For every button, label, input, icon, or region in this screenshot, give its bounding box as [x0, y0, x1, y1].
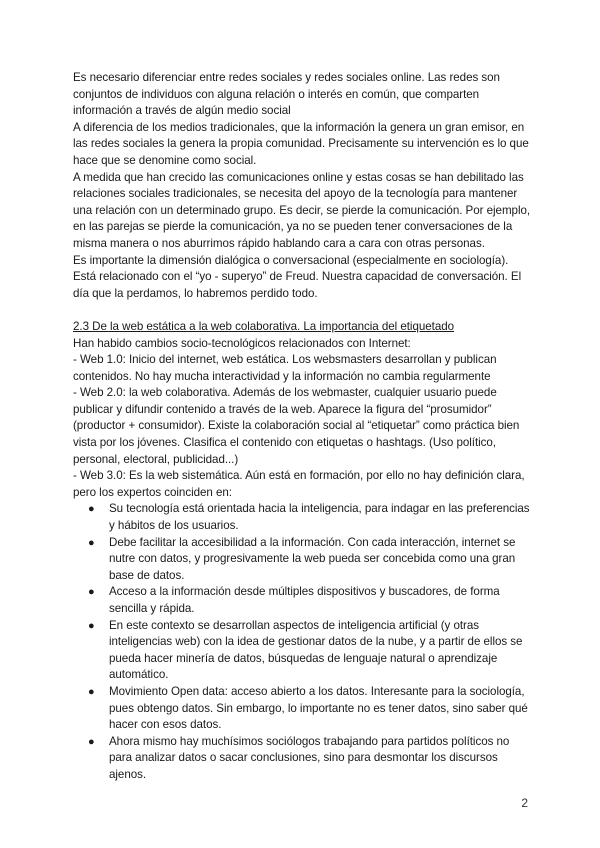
web-item-3-0: - Web 3.0: Es la web sistemática. Aún está en formación, por ello no hay definición clara, pero los expertos coinciden en:: [73, 469, 525, 499]
bullet-text: Movimiento Open data: acceso abierto a los datos. Interesante para la sociología, pues obtengo datos. Sin embargo, lo importante no es tener datos, sino saber qué hacer con esos datos.: [109, 684, 528, 732]
list-item: [88, 684, 533, 734]
list-item: [88, 584, 533, 617]
blank-line: [73, 302, 533, 319]
bullet-icon: ●: [88, 619, 95, 632]
document-page: [73, 70, 533, 784]
bullet-text: Acceso a la información desde múltiples dispositivos y buscadores, de forma sencilla y rápida.: [109, 585, 500, 615]
web-item-2-0: - Web 2.0: la web colaborativa. Además de los webmaster, cualquier usuario puede publicar y difundir contenido a través de la web. Aparece la figura del “prosumidor” (productor + consumidor). Existe la colaboración social al “etiquetar” como práctica bien vista por los jóvenes. Clasifica el contenido con etiquetas o hashtags. (Uso político, personal, electoral, publicidad...): [73, 386, 520, 466]
bullet-icon: ●: [88, 735, 95, 748]
bullet-text: Ahora mismo hay muchísimos sociólogos trabajando para partidos políticos no para analizar datos o sacar conclusiones, sino para desmontar los discursos ajenos.: [109, 734, 510, 781]
paragraph-medios-tradicionales: A diferencia de los medios tradicionales, que la información la genera un gran emisor, en las redes sociales la genera la propia comunidad. Precisamente su intervención es lo que hace que se denomine como social.: [73, 120, 529, 167]
paragraph-comunicaciones-online: A medida que han crecido las comunicaciones online y estas cosas se han debilitado las relaciones sociales tradicionales, se necesita del apoyo de la tecnología para mantener una relación con un determinado grupo. Es decir, se pierde la comunicación. Por ejemplo, en las parejas se pierde la comunicación, ya no se pueden tener conversaciones de la misma manera o nos aburrimos rápido hablando cara a cara con otras personas.: [73, 170, 531, 250]
bullet-icon: ●: [88, 536, 95, 549]
bullet-text: Su tecnología está orientada hacia la inteligencia, para indagar en las preferencias y hábitos de los usuarios.: [109, 502, 530, 533]
bullet-text: En este contexto se desarrollan aspectos de inteligencia artificial (y otras inteligencias web) con la idea de gestionar datos de la nube, y a partir de ellos se pueda hacer minería de datos, búsquedas de lenguaje natural o aprendizaje automático.: [109, 618, 523, 682]
bullet-icon: ●: [88, 503, 95, 516]
paragraph-dimension-dialogica: Es importante la dimensión dialógica o conversacional (especialmente en sociología). Está relacionado con el “yo - superyo” de Freud. Nuestra capacidad de conversación. El día que la perdamos, lo habremos perdido todo.: [73, 253, 522, 300]
web3-bullet-list: [73, 501, 533, 783]
bullet-icon: ●: [88, 586, 95, 599]
page-number: 2: [521, 796, 528, 810]
list-item: [88, 734, 533, 784]
list-item: [88, 618, 533, 684]
section-heading: 2.3 De la web estática a la web colaborativa. La importancia del etiquetado: [73, 319, 455, 333]
bullet-icon: ●: [88, 685, 95, 698]
bullet-text: Debe facilitar la accesibilidad a la información. Con cada interacción, internet se nutre con datos, y progresivamente la web pueda ser concebida como una gran base de datos.: [109, 535, 516, 582]
list-item: [88, 535, 533, 585]
section-intro: Han habido cambios socio-tecnológicos relacionados con Internet:: [73, 336, 411, 350]
web-item-1-0: - Web 1.0: Inicio del internet, web estática. Los websmasters desarrollan y publican contenidos. No hay mucha interactividad y la información no cambia regularmente: [73, 353, 497, 383]
list-item: [88, 501, 533, 534]
paragraph-redes-sociales: Es necesario diferenciar entre redes sociales y redes sociales online. Las redes son conjuntos de individuos con alguna relación o interés en común, que comparten información a través de algún medio social: [73, 71, 500, 118]
